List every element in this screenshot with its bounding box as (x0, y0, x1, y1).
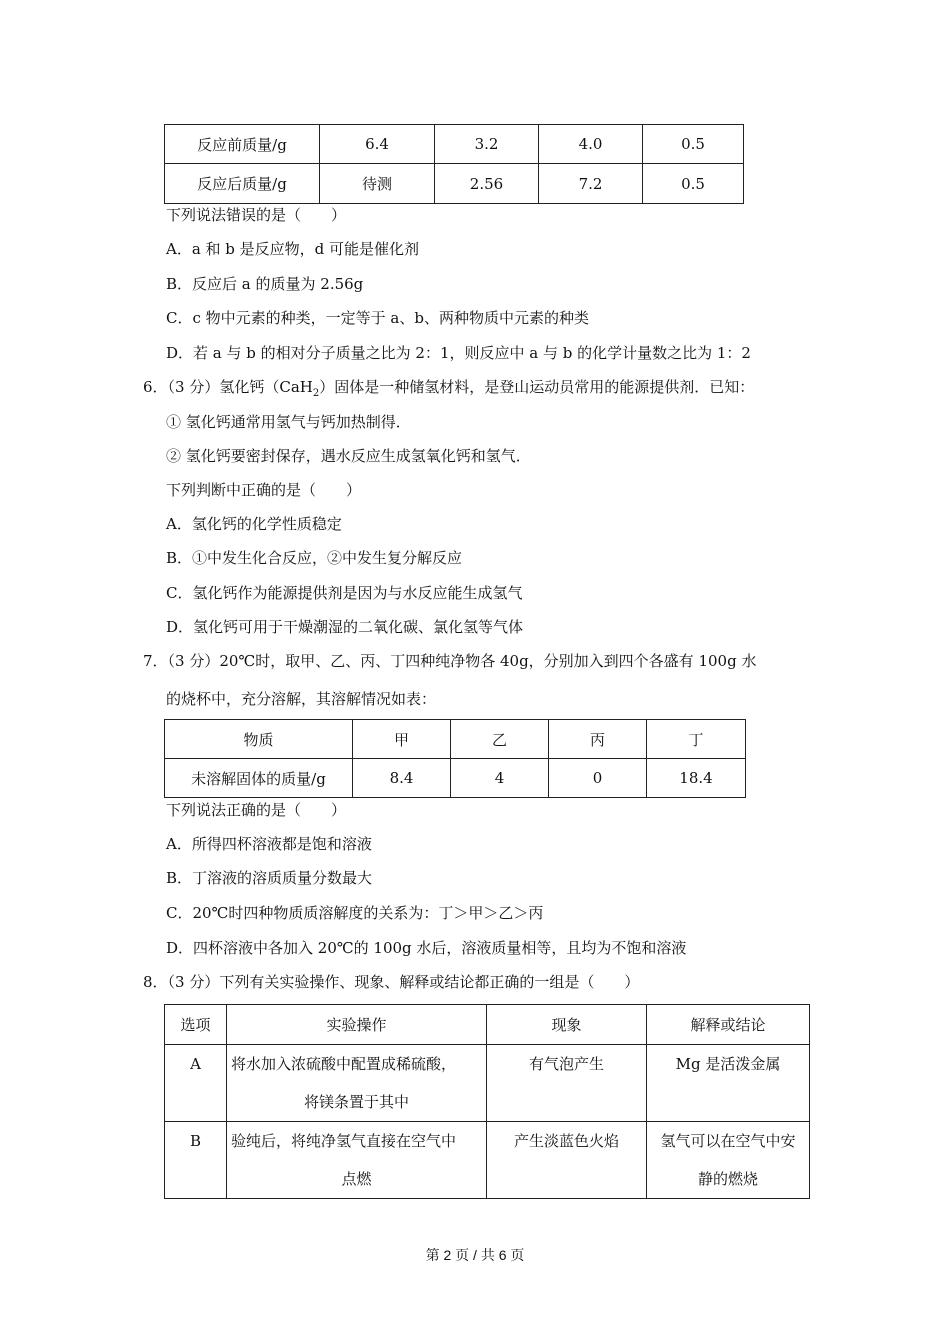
q7-prompt: 下列说法正确的是（ ） (166, 801, 347, 819)
operation-text: 验纯后，将纯净氢气直接在空气中 (231, 1132, 457, 1150)
q6-stem (143, 377, 754, 404)
experiment-table (164, 1004, 810, 1199)
table-row (165, 720, 746, 759)
q8-stem: 8．（3 分）下列有关实验操作、现象、解释或结论都正确的一组是（ ） (143, 973, 640, 991)
table-cell: 0.5 (643, 125, 744, 164)
table-cell (487, 1045, 647, 1122)
table-cell: 8.4 (353, 759, 451, 798)
q7-stem-line2: 的烧杯中，充分溶解，其溶解情况如表： (166, 690, 437, 708)
reaction-mass-table (164, 124, 744, 204)
q6-option-b: B．①中发生化合反应，②中发生复分解反应 (166, 549, 463, 567)
table-cell: 待测 (320, 164, 435, 204)
q6-prompt: 下列判断中正确的是（ ） (166, 481, 362, 499)
table-cell (647, 1045, 810, 1122)
q5-option-c: C．c 物中元素的种类，一定等于 a、b、两种物质中元素的种类 (166, 309, 589, 327)
operation-text: 将水加入浓硫酸中配置成稀硫酸， (231, 1055, 457, 1073)
table-header-cell: 实验操作 (227, 1005, 487, 1045)
option-label: A (190, 1055, 201, 1073)
q6-fact-1: ① 氢化钙通常用氢气与钙加热制得． (166, 413, 411, 431)
q5-prompt: 下列说法错误的是（ ） (166, 206, 347, 224)
table-header-cell: 丙 (549, 720, 647, 759)
table-row (165, 1122, 810, 1199)
table-cell (165, 1045, 227, 1122)
operation-text: 点燃 (341, 1170, 372, 1188)
table-cell: 4.0 (539, 125, 643, 164)
q7-option-b: B．丁溶液的溶质质量分数最大 (166, 869, 373, 887)
table-row (165, 164, 744, 204)
table-header-cell: 乙 (451, 720, 549, 759)
table-row (165, 759, 746, 798)
conclusion-text: Mg 是活泼金属 (675, 1055, 781, 1073)
q6-stem-part: ）固体是一种储氢材料，是登山运动员常用的能源提供剂．已知： (319, 378, 755, 396)
table-cell (487, 1122, 647, 1199)
table-cell: 未溶解固体的质量/g (165, 759, 353, 798)
phenomenon-text: 有气泡产生 (528, 1055, 604, 1073)
table-header-cell: 选项 (165, 1005, 227, 1045)
operation-text: 将镁条置于其中 (303, 1093, 409, 1111)
q5-option-b: B．反应后 a 的质量为 2.56g (166, 275, 364, 293)
table-header-cell: 甲 (353, 720, 451, 759)
q6-option-a: A．氢化钙的化学性质稳定 (166, 515, 342, 533)
q6-option-d: D．氢化钙可用于干燥潮湿的二氧化碳、氯化氢等气体 (166, 618, 524, 636)
q6-stem-subscript: 2 (312, 388, 320, 399)
q6-fact-2: ② 氢化钙要密封保存，遇水反应生成氢氧化钙和氢气． (166, 447, 531, 465)
table-header-cell: 物质 (165, 720, 353, 759)
conclusion-text: 氢气可以在空气中安 (660, 1132, 796, 1150)
table-cell: 反应前质量/g (165, 125, 320, 164)
table-cell: 6.4 (320, 125, 435, 164)
q7-option-d: D．四杯溶液中各加入 20℃的 100g 水后，溶液质量相等，且均为不饱和溶液 (166, 939, 687, 957)
table-cell: 4 (451, 759, 549, 798)
table-header-cell: 丁 (647, 720, 746, 759)
phenomenon-text: 产生淡蓝色火焰 (513, 1132, 619, 1150)
table-header-cell: 解释或结论 (647, 1005, 810, 1045)
table-cell: 0 (549, 759, 647, 798)
table-cell: 2.56 (435, 164, 539, 204)
table-row (165, 1005, 810, 1045)
table-cell (647, 1122, 810, 1199)
table-cell: 0.5 (643, 164, 744, 204)
q6-option-c: C．氢化钙作为能源提供剂是因为与水反应能生成氢气 (166, 584, 523, 602)
table-cell: 18.4 (647, 759, 746, 798)
table-cell: 3.2 (435, 125, 539, 164)
option-label: B (189, 1132, 202, 1150)
table-row (165, 1045, 810, 1122)
q7-stem-line1: 7．（3 分）20℃时，取甲、乙、丙、丁四种纯净物各 40g，分别加入到四个各盛有 100g 水 (143, 652, 757, 670)
table-cell (165, 1122, 227, 1199)
q7-option-c: C．20℃时四种物质质溶解度的关系为：丁＞甲＞乙＞丙 (166, 904, 544, 922)
q6-stem-part: 6．（3 分）氢化钙（CaH (143, 378, 313, 396)
page-number-footer: 第 2 页 / 共 6 页 (425, 1247, 525, 1263)
table-header-cell: 现象 (487, 1005, 647, 1045)
table-cell: 7.2 (539, 164, 643, 204)
table-cell (227, 1122, 487, 1199)
q5-option-a: A．a 和 b 是反应物，d 可能是催化剂 (166, 240, 420, 258)
q7-option-a: A．所得四杯溶液都是饱和溶液 (166, 835, 372, 853)
table-cell (227, 1045, 487, 1122)
q5-option-d: D．若 a 与 b 的相对分子质量之比为 2：1，则反应中 a 与 b 的化学计量数之比为 1：2 (166, 344, 751, 362)
table-cell: 反应后质量/g (165, 164, 320, 204)
solubility-table (164, 719, 746, 798)
conclusion-text: 静的燃烧 (697, 1170, 758, 1188)
table-row (165, 125, 744, 164)
